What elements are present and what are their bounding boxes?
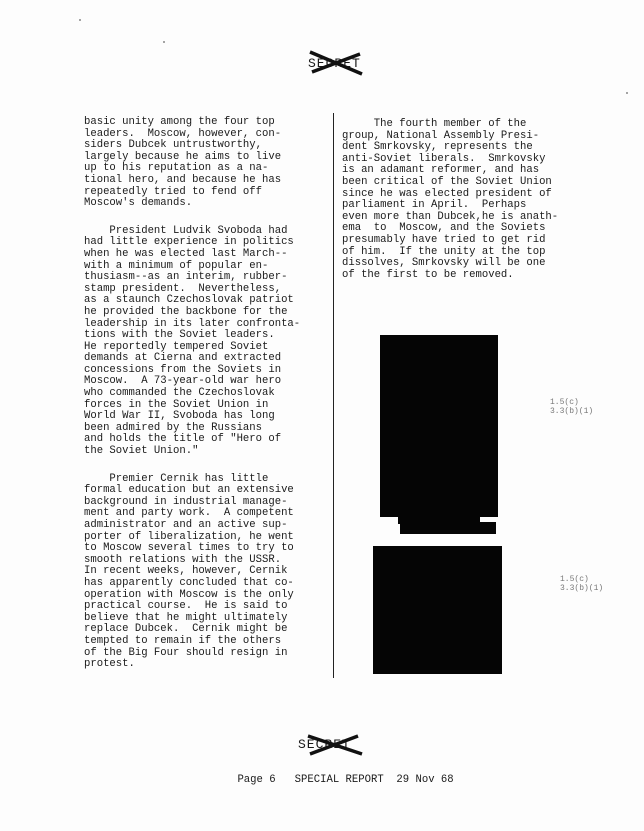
redaction-block-1-base: [400, 522, 496, 534]
paragraph: [84, 226, 324, 458]
footer-classification-mark: [292, 730, 372, 760]
text-line: The fourth member of the: [342, 118, 527, 130]
column-divider: [333, 113, 334, 678]
text-line: with a minimum of popular en-: [84, 259, 269, 272]
text-line: formal education but an extensive: [84, 484, 294, 497]
text-line: of the first to be removed.: [342, 268, 514, 281]
text-line: group, National Assembly Presi-: [342, 129, 540, 142]
text-line: demands at Cierna and extracted: [84, 352, 282, 365]
text-line: Moscow's demands.: [84, 197, 193, 210]
footer-strike-icon: [292, 730, 372, 760]
text-line: replace Dubcek. Cernik might be: [84, 623, 288, 636]
text-line: of the Big Four should resign in: [84, 646, 288, 659]
text-line: had little experience in politics: [84, 236, 294, 249]
text-line: thusiasm--as an interim, rubber-: [84, 271, 288, 284]
paragraph: [342, 119, 582, 281]
paragraph: [84, 117, 324, 210]
text-line: of him. If the unity at the top: [342, 245, 546, 258]
text-line: presumably have tried to get rid: [342, 233, 546, 246]
scan-speck: [163, 41, 165, 43]
text-line: believe that he might ultimately: [84, 611, 288, 624]
scan-speck: [79, 19, 81, 21]
header-mark-text: SECRET: [308, 56, 361, 71]
text-line: Moscow. A 73-year-old war hero: [84, 375, 282, 388]
text-line: been critical of the Soviet Union: [342, 175, 552, 188]
paragraph: [84, 474, 324, 671]
text-line: concessions from the Soviets in: [84, 363, 282, 376]
redaction-block-2: [373, 546, 502, 674]
text-line: he provided the backbone for the: [84, 305, 288, 318]
text-line: President Ludvik Svoboda had: [84, 224, 288, 237]
text-line: as a staunch Czechoslovak patriot: [84, 294, 294, 307]
text-line: up to his reputation as a na-: [84, 162, 269, 175]
footer-date: 29 Nov 68: [396, 774, 454, 786]
text-line: siders Dubcek untrustworthy,: [84, 139, 263, 152]
text-line: background in industrial manage-: [84, 495, 288, 508]
left-column: [84, 117, 324, 687]
text-line: anti-Soviet liberals. Smrkovsky: [342, 152, 546, 165]
text-line: parliament in April. Perhaps: [342, 199, 527, 212]
right-column: [342, 119, 582, 297]
text-line: the Soviet Union.": [84, 445, 199, 458]
text-line: practical course. He is said to: [84, 600, 288, 613]
text-line: repeatedly tried to fend off: [84, 185, 263, 198]
text-line: has apparently concluded that co-: [84, 576, 294, 589]
scan-speck: [626, 92, 628, 94]
text-line: smooth relations with the USSR.: [84, 553, 282, 566]
text-line: tempted to remain if the others: [84, 634, 282, 647]
text-line: largely because he aims to live: [84, 150, 282, 163]
text-line: ema to Moscow, and the Soviets: [342, 222, 546, 235]
redaction-block-1: [380, 335, 498, 517]
text-line: ment and party work. A competent: [84, 507, 294, 520]
exemption-code-1: 1.5(c) 3.3(b)(1): [550, 398, 594, 416]
text-line: even more than Dubcek,he is anath-: [342, 210, 559, 223]
text-line: protest.: [84, 658, 135, 671]
text-line: dissolves, Smrkovsky will be one: [342, 257, 546, 270]
text-line: when he was elected last March--: [84, 247, 288, 260]
text-line: basic unity among the four top: [84, 116, 275, 128]
text-line: stamp president. Nevertheless,: [84, 282, 282, 295]
text-line: is an adamant reformer, and has: [342, 164, 540, 177]
text-line: tions with the Soviet leaders.: [84, 329, 275, 342]
text-line: tional hero, and because he has: [84, 173, 282, 186]
exemption-code-2: 1.5(c) 3.3(b)(1): [560, 575, 604, 593]
text-line: Premier Cernik has little: [84, 472, 269, 485]
text-line: In recent weeks, however, Cernik: [84, 565, 288, 578]
text-line: leadership in its later confronta-: [84, 317, 301, 330]
footer-report-title: SPECIAL REPORT: [294, 774, 384, 786]
text-line: administrator and an active sup-: [84, 519, 288, 531]
text-line: operation with Moscow is the only: [84, 588, 294, 601]
text-line: porter of liberalization, he went: [84, 530, 294, 543]
text-line: He reportedly tempered Soviet: [84, 340, 269, 353]
footer-mark-text: SECRET: [298, 737, 351, 752]
text-line: World War II, Svoboda has long: [84, 410, 275, 423]
page-footer: [212, 762, 454, 798]
text-line: who commanded the Czechoslovak: [84, 387, 275, 400]
header-strike-icon: [300, 48, 380, 78]
footer-page-number: Page 6: [237, 774, 276, 786]
text-line: forces in the Soviet Union in: [84, 398, 269, 411]
text-line: since he was elected president of: [342, 187, 552, 200]
text-line: to Moscow several times to try to: [84, 542, 294, 555]
text-line: been admired by the Russians: [84, 421, 263, 434]
header-classification-mark: [300, 48, 380, 78]
text-line: and holds the title of "Hero of: [84, 433, 282, 446]
text-line: dent Smrkovsky, represents the: [342, 141, 533, 154]
text-line: leaders. Moscow, however, con-: [84, 127, 282, 140]
